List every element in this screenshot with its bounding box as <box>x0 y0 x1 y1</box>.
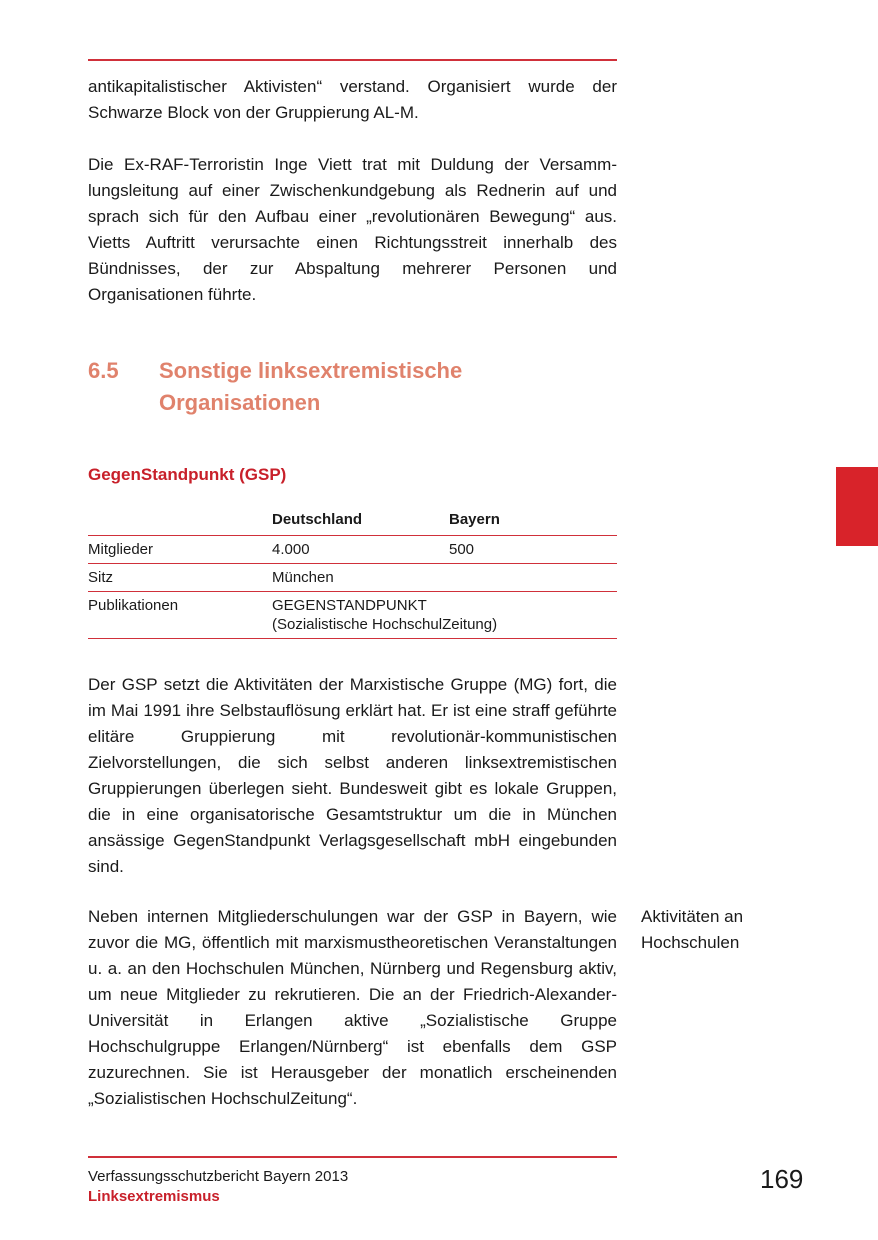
table-cell-label: Publikationen <box>88 592 272 639</box>
table-cell-label: Mitglieder <box>88 536 272 564</box>
table-row <box>88 592 617 639</box>
table-row <box>88 536 617 564</box>
table-cell-value <box>449 564 617 592</box>
table-cell-value: München <box>272 564 449 592</box>
paragraph-gsp-activities: Neben internen Mitgliederschulungen war der GSP in Bayern, wie zuvor die MG, öffentlich mit marxismustheoretischen Veranstaltungen u. a. an den Hochschulen München, Nürnberg und Regensburg aktiv, um neue Mitglieder zu rekrutieren. Die an der Friedrich-Alexander-Universität in Erlangen aktive „Sozialistische Gruppe Hochschulgruppe Erlangen/Nürnberg“ ist ebenfalls dem GSP zuzurechnen. Sie ist Herausgeber der monatlich erscheinenden „Sozialistischen HochschulZeitung“. <box>88 907 617 1108</box>
footer-chapter: Linksextremismus <box>88 1188 220 1205</box>
table-cell-value: 500 <box>449 536 617 564</box>
paragraph-gsp-description: Der GSP setzt die Aktivitäten der Marxistische Gruppe (MG) fort, die im Mai 1991 ihre Selbstauflösung erklärt hat. Er ist eine straff geführte elitäre Gruppierung mit revolutionär-kommunistischen Zielvorstellungen, die sich selbst anderen linksextremistischen Gruppierungen überlegen sieht. Bundesweit gibt es lokale Gruppen, die in eine organisatorische Gesamtstruktur um die in München ansässige GegenStandpunkt Verlagsgesellschaft mbH eingebunden sind. <box>88 675 617 876</box>
subheading-gsp: GegenStandpunkt (GSP) <box>88 465 287 484</box>
top-divider <box>88 59 617 61</box>
table-cell-value: 4.000 <box>272 536 449 564</box>
bottom-divider <box>88 1156 617 1158</box>
table-cell-label: Sitz <box>88 564 272 592</box>
section-number: 6.5 <box>88 358 119 383</box>
table-header-cell: Bayern <box>449 506 617 536</box>
paragraph-intro: antikapitalistischer Aktivisten“ verstand. Organisiert wurde der Schwarze Block von der Gruppierung AL-M. <box>88 77 617 122</box>
table-header-cell <box>88 506 272 536</box>
chapter-tab-marker <box>836 467 878 546</box>
publication-subtitle: (Sozialistische HochschulZeitung) <box>272 616 498 633</box>
margin-note <box>641 904 801 956</box>
table-header-cell: Deutschland <box>272 506 449 536</box>
paragraph-viett: Die Ex-RAF-Terroristin Inge Viett trat mit Duldung der Versammlungsleitung auf einer Zwischenkundgebung als Rednerin auf und sprach sich für den Aufbau einer „revolutionären Bewegung“ aus. Vietts Auftritt verursachte einen Richtungsstreit innerhalb des Bündnisses, der zur Abspaltung mehrerer Personen und Organisationen führte. <box>88 155 617 304</box>
margin-note-line: Hochschulen <box>641 933 740 952</box>
margin-note-line: Aktivitäten an <box>641 907 744 926</box>
footer-report-title: Verfassungsschutzbericht Bayern 2013 <box>88 1168 349 1185</box>
section-title: Sonstige linksextremistische Organisationen <box>159 358 463 415</box>
table-cell-value <box>272 592 617 639</box>
gsp-info-table <box>88 506 617 639</box>
table-row <box>88 564 617 592</box>
footer <box>88 1167 348 1207</box>
table-header-row <box>88 506 617 536</box>
publication-title: GEGENSTANDPUNKT <box>272 597 427 614</box>
page-number: 169 <box>760 1164 804 1194</box>
